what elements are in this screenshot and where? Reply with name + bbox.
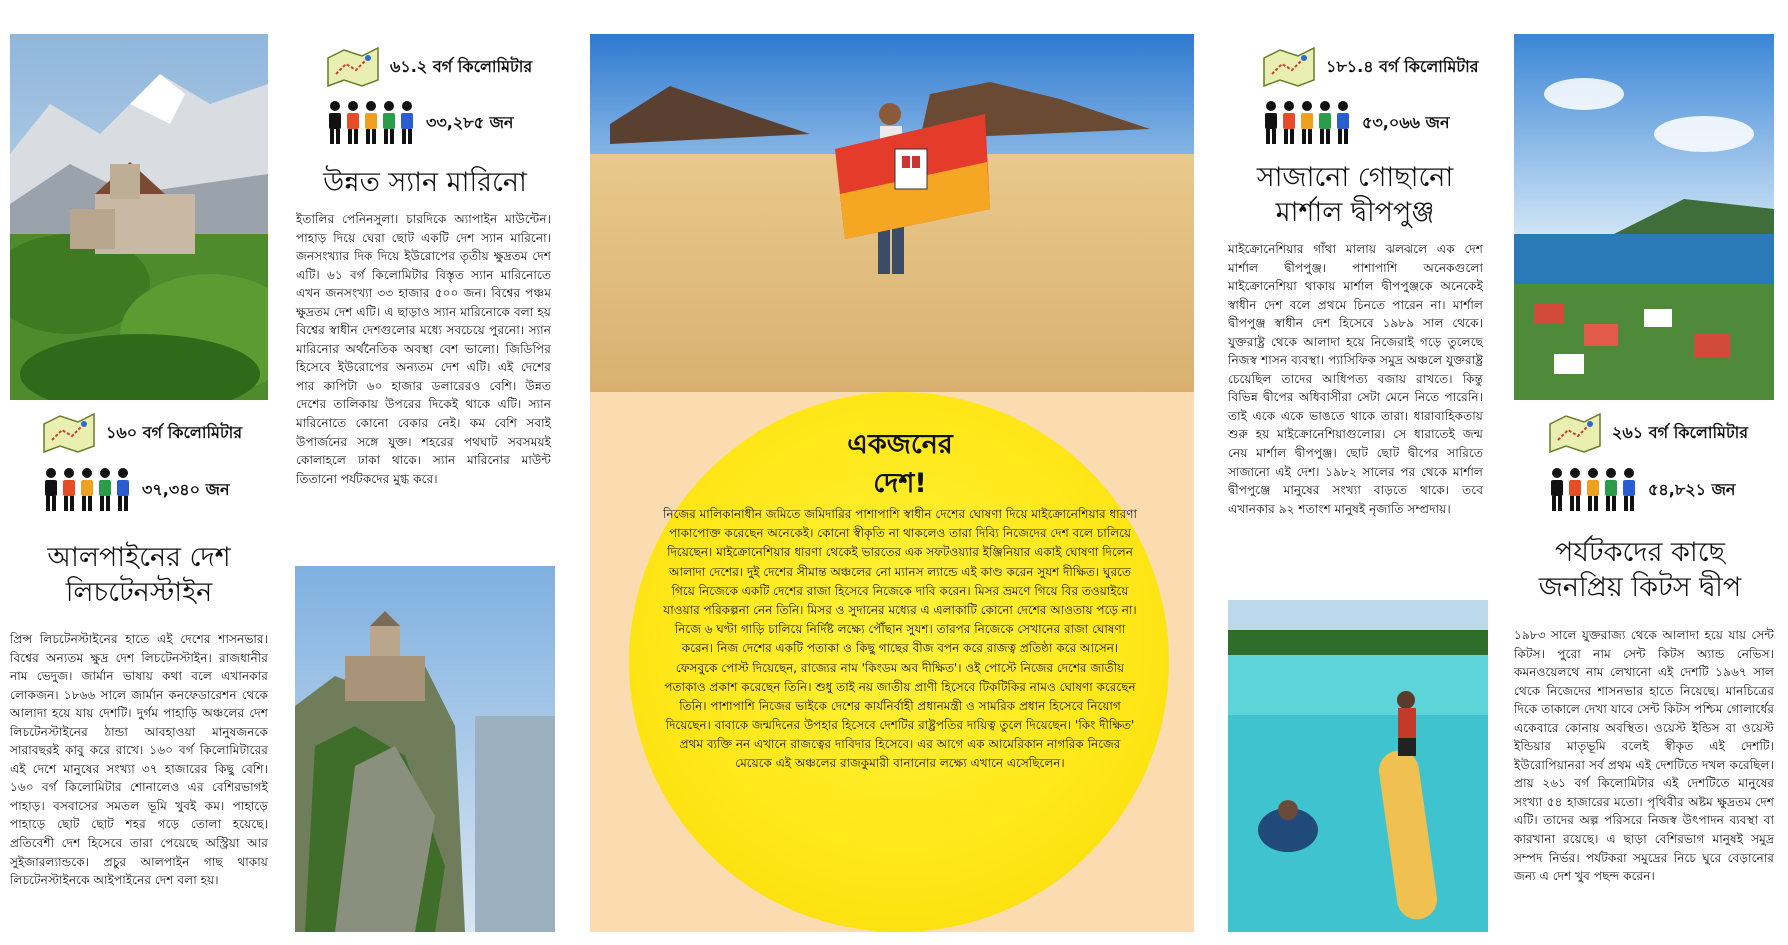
san-marino-title: উন্নত স্যান মারিনো [323, 167, 527, 198]
liechtenstein-body: প্রিন্স লিচটেনস্টাইনের হাতে এই দেশের শাসনভার। বিশ্বের অন্যতম ক্ষুদ্র দেশ লিচটেনস্টাইন। রাজধানীর নাম ভেদুজ। জার্মান ভাষায় কথা বলে এখানকার লোকজন। ১৮৬৬ সালে জার্মান কনফেডারেশন থেকে আলাদা হয়ে যায় দেশটি। দুর্গম পাহাড়ি অঞ্চলের দেশ লিচটেনস্টাইনের ঠান্ডা আবহাওয়া মানুষজনকে সারাবছরই কাবু করে রাখে। ১৬০ বর্গ কিলোমিটারের এই দেশে মানুষের সংখ্যা ৩৭ হাজারের কিছু বেশি। ১৬০ বর্গ কিলোমিটার শোনালেও এর বেশিরভাগই পাহাড়। বসবাসের সমতল ভূমি খুবই কম। পাহাড়ে পাহাড়ে ছোট ছোট শহর গড়ে তোলা হয়েছে। প্রতিবেশী দেশ হিসেবে তারা পেয়েছে অস্ট্রিয়া আর সুইজারল্যান্ডকে। প্রচুর আলপাইন গাছ থাকায় লিচটেনস্টাইনকে আইপাইনের দেশ বলা হয়। [10, 632, 268, 888]
map-icon [1262, 44, 1316, 90]
st-kitts-population: ৫৪,৮২১ জন [1648, 479, 1736, 499]
st-kitts-area: ২৬১ বর্গ কিলোমিটার [1612, 422, 1749, 442]
st-kitts-area-stat [1548, 410, 1748, 456]
st-kitts-title-line2: জনপ্রিয় কিটস দ্বীপ [1538, 572, 1742, 604]
liechtenstein-title [10, 540, 268, 610]
liechtenstein-area: ১৬০ বর্গ কিলোমিটার [106, 422, 243, 442]
san-marino-population: ৩৩,২৮৫ জন [426, 112, 514, 132]
san-marino-area-stat [326, 44, 532, 90]
map-icon [326, 44, 380, 90]
people-icon [326, 100, 416, 146]
marshall-title-line2: মার্শাল দ্বীপপুঞ্জ [1275, 197, 1435, 229]
center-body: নিজের মালিকানাধীন জমিতে জমিদারির পাশাপাশি স্বাধীন দেশের ঘোষণা দিয়ে মাইক্রোনেশিয়ার ধারণা পাকাপোক্ত করেছেন অনেকেই। কোনো স্বীকৃতি না থাকলেও তারা দিব্যি নিজেদের দেশ বলে চালিয়ে দিয়েছেন। মাইক্রোনেশিয়ার ধারণা থেকেই ভারতের এক সফটওয়্যার ইঞ্জিনিয়ার একাই ঘোষণা দিলেন আলাদা দেশের। দুই দেশের সীমান্ত অঞ্চলের নো ম্যানস ল্যান্ডে এই কাণ্ড করেন সুযশ দীক্ষিত। ঘুরতে গিয়ে নিজেকে একটি দেশের রাজা হিসেবে নিজেকে দাবি করেন। মিসর ভ্রমণে গিয়ে বির তওয়াইয়ে যাওয়ার পরিকল্পনা নেন তিনি। মিসর ও সুদানের মধ্যের এ এলাকাটি কোনো দেশের আওতায় পড়ে না। নিজে ৬ ঘণ্টা গাড়ি চালিয়ে নির্দিষ্ট লক্ষ্যে পৌঁছান সুযশ। তারপর নিজেকে সেখানের রাজা ঘোষণা করেন। নিজ দেশের একটি পতাকা ও কিছু গাছের বীজ বপন করে রাজত্ব প্রতিষ্ঠা করে আসেন। ফেসবুকে পোস্ট দিয়েছেন, রাজ্যের নাম 'কিংডম অব দীক্ষিত'। ওই পোস্টে নিজের দেশের জাতীয় পতাকাও প্রকাশ করেছেন তিনি। শুধু তাই নয় জাতীয় প্রাণী হিসেবে টিকটিকির নামও ঘোষণা করেছেন তিনি। পাশাপাশি নিজের ভাইকে দেশের কার্যনির্বাহী প্রধানমন্ত্রী ও সামরিক প্রধান হিসেবে নিয়োগ দিয়েছেন। বাবাকে জন্মদিনের উপহার হিসেবে দেশটির রাষ্ট্রপতির দায়িত্ব তুলে দিয়েছেন। 'কিং দীক্ষিত' প্রথম ব্যক্তি নন এখানে রাজত্বের দাবিদার হিসেবে। এর আগে এক আমেরিকান নাগরিক নিজের মেয়েকে এই অঞ্চলের রাজকুমারী বানানোর লক্ষ্যে এখানে এসেছিলেন। [662, 507, 1137, 771]
marshall-title [1220, 160, 1490, 230]
liechtenstein-area-stat [42, 410, 242, 456]
liechtenstein-title-line2: লিচটেনস্টাইন [65, 577, 213, 609]
people-icon [1548, 467, 1638, 513]
san-marino-fortress-photo [295, 566, 555, 932]
people-icon [1262, 100, 1352, 146]
center-title-line1: একজনের [847, 429, 953, 460]
st-kitts-body: ১৯৮৩ সালে যুক্তরাজ্য থেকে আলাদা হয়ে যায় সেন্ট কিটস। পুরো নাম সেন্ট কিটস অ্যান্ড নেভিস। কমনওয়েলথে নাম লেখানো এই দেশটি ১৯৬৭ সাল থেকে নিজেদের শাসনভার হাতে নিয়েছে। মানচিত্রের দিকে তাকালে দেখা যাবে সেন্ট কিটস পশ্চিম গোলার্ধের একেবারে কোনায় অবস্থিত। ওয়েস্ট ইন্ডিস বা ওয়েস্ট ইন্ডিয়ার মাতৃভূমি বলেই স্বীকৃত এই দেশটি। ইউরোপিয়ানরা সর্ব প্রথম এই দেশটিতে দখল করেছিল। প্রায় ২৬১ বর্গ কিলোমিটার এই দেশটিতে মানুষের সংখ্যা ৫৪ হাজারের মতো। পৃথিবীর অষ্টম ক্ষুদ্রতম দেশ এটি। তাদের অল্প পরিসরে নিজস্ব উৎপাদন ব্যবস্থা বা কারখানা রয়েছে। এ ছাড়া বেশিরভাগ মানুষই সমুদ্র সম্পদ নির্ভর। পর্যটকরা সমুদ্রের নিচে ঘুরে বেড়ানোর জন্য এ দেশ খুব পছন্দ করেন। [1514, 628, 1774, 884]
san-marino-body: ইতালির পেনিনসুলা। চারদিকে অ্যাপাইন মাউন্টেন। পাহাড় দিয়ে ঘেরা ছোট একটি দেশ স্যান মারিনো। জনসংখ্যার দিক দিয়ে ইউরোপের তৃতীয় ক্ষুদ্রতম দেশ এটি। ৬১ বর্গ কিলোমিটার বিস্তৃত স্যান মারিনোতে এখন জনসংখ্যা ৩৩ হাজার ৫০০ জন। বিশ্বের পঞ্চম ক্ষুদ্রতম দেশ এটি। এ ছাড়াও স্যান মারিনোকে বলা হয় বিশ্বের স্বাধীন দেশগুলোর মধ্যে সবচেয়ে পুরনো। স্যান মারিনোর অর্থনৈতিক অবস্থা বেশ ভালো। জিডিপির হিসেবে ইউরোপের অন্যতম দেশ এটি। এই দেশের পার কাপিটা ৬০ হাজার ডলারেরও বেশি। উন্নত দেশের তালিকায় উপরের দিকেই থাকে এটি। স্যান মারিনোতে কোনো বেকার নেই। কম বেশি সবাই উপার্জনের সঙ্গে যুক্ত। শহরের পথঘাট সবসময়ই কোলাহলে ঢাকা থাকে। স্যান মারিনোর মাউন্ট তিতানো পর্যটকদের মুগ্ধ করে। [296, 212, 551, 486]
map-icon [42, 410, 96, 456]
marshall-beach-photo [1228, 600, 1488, 932]
marshall-area-stat [1262, 44, 1479, 90]
liechtenstein-population: ৩৭,৩৪০ জন [142, 479, 230, 499]
marshall-title-line1: সাজানো গোছানো [1256, 162, 1454, 193]
marshall-body: মাইক্রোনেশিয়ার গাঁথা মালায় ঝলঝলে এক দেশ মার্শাল দ্বীপপুঞ্জ। পাশাপাশি অনেকগুলো মাইক্রোনেশিয়া থাকায় মার্শাল দ্বীপপুঞ্জকে অনেকেই স্বাধীন দেশ বলে প্রথমে চিনতে পারেন না। মার্শাল দ্বীপপুঞ্জ স্বাধীন দেশ হিসেবে ১৯৮৯ সাল থেকে। যুক্তরাষ্ট্র থেকে আলাদা হয়ে নিজেরাই গড়ে তুলেছে নিজস্ব শাসন ব্যবস্থা। প্যাসিফিক সমুদ্র অঞ্চলে যুক্তরাষ্ট্র চেয়েছিল তাদের আধিপত্য বজায় রাখতে। কিন্তু বিভিন্ন দ্বীপের অধিবাসীরা সেটা মেনে নিতে পারেনি। তাই একে একে ভাঙতে থাকে তারা। ধারাবাহিকতায় শুরু হয় মাইক্রোনেশিয়াগুলোর। সে ধারাতেই জন্ম নেয় মার্শাল দ্বীপপুঞ্জ। ছোট ছোট দ্বীপের সারিতে সাজানো এই দেশ। ১৯৮২ সালের পর থেকে মার্শাল দ্বীপপুঞ্জে মানুষের সংখ্যা বাড়তে থাকে। তবে এখানকার ৯২ শতাংশ মানুষই নৃজাতি সম্প্রদায়। [1228, 242, 1483, 516]
people-icon [42, 467, 132, 513]
marshall-population-stat [1262, 100, 1450, 146]
st-kitts-population-stat [1548, 467, 1735, 513]
san-marino-population-stat [326, 100, 514, 146]
liechtenstein-castle-photo [10, 34, 268, 400]
bir-tawil-photo [590, 34, 1194, 392]
st-kitts-title [1500, 535, 1780, 605]
center-title [780, 425, 1020, 503]
map-icon [1548, 410, 1602, 456]
liechtenstein-population-stat [42, 467, 230, 513]
st-kitts-harbor-photo [1514, 34, 1774, 400]
center-title-line2: দেশ! [873, 468, 927, 500]
liechtenstein-title-line1: আলপাইনের দেশ [47, 542, 231, 573]
marshall-area: ১৮১.৪ বর্গ কিলোমিটার [1326, 56, 1479, 76]
st-kitts-title-line1: পর্যটকদের কাছে [1555, 537, 1725, 568]
san-marino-area: ৬১.২ বর্গ কিলোমিটার [390, 56, 533, 76]
marshall-population: ৫৩,০৬৬ জন [1362, 112, 1450, 132]
